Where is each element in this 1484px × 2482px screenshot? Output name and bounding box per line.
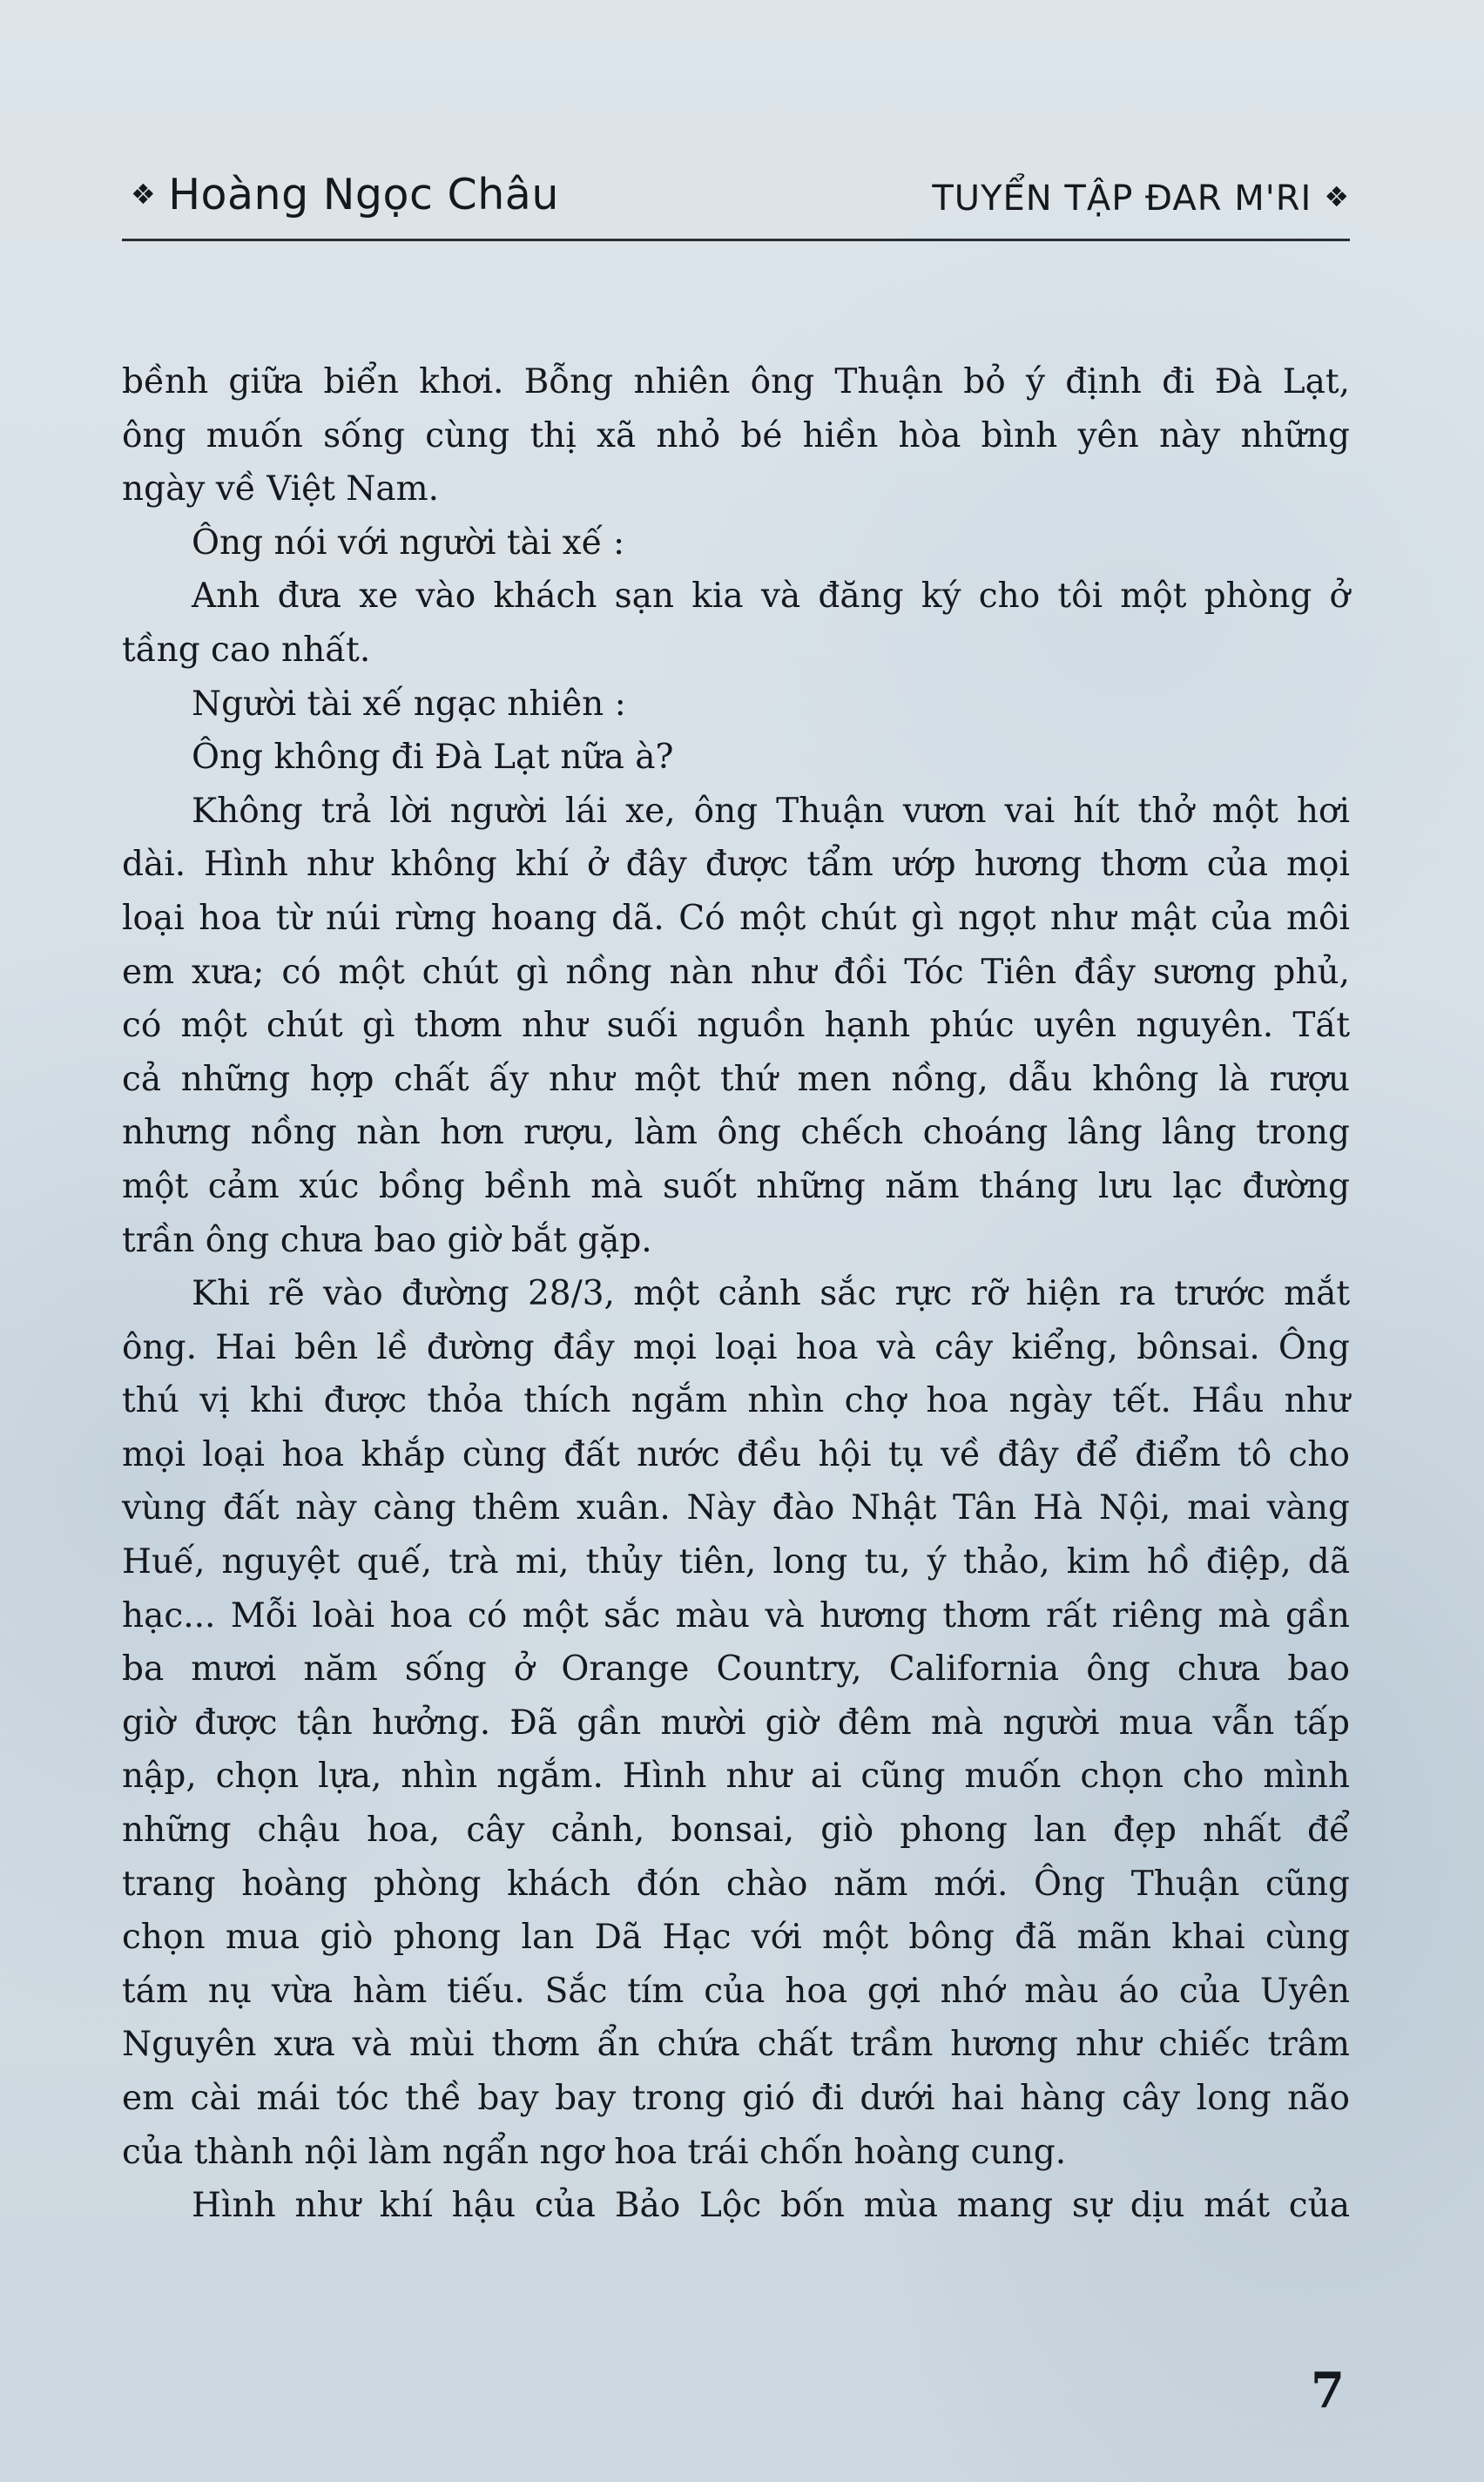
text-line: ông. Hai bên lề đường đầy mọi loại hoa và cây kiểng, bônsai. Ông xyxy=(122,1327,1350,1367)
text-line: Không trả lời người lái xe, ông Thuận vươn vai hít thở một hơi xyxy=(192,791,1350,831)
text-line: mọi loại hoa khắp cùng đất nước đều hội tụ về đây để điểm tô cho xyxy=(122,1434,1350,1474)
text-line: Ông nói với người tài xế : xyxy=(192,523,625,563)
text-line: Hình như khí hậu của Bảo Lộc bốn mùa mang sự dịu mát của xyxy=(192,2186,1350,2226)
header-author xyxy=(131,170,559,219)
diamond-ornament-icon: ❖ xyxy=(131,177,157,211)
text-line: một cảm xúc bồng bềnh mà suốt những năm tháng lưu lạc đường xyxy=(122,1166,1350,1206)
running-header xyxy=(122,170,1350,231)
text-line: của thành nội làm ngẩn ngơ hoa trái chốn hoàng cung. xyxy=(122,2132,1067,2172)
body-text xyxy=(122,355,1350,2233)
header-book-title xyxy=(932,179,1350,219)
text-line: chọn mua giò phong lan Dã Hạc với một bông đã mãn khai cùng xyxy=(122,1918,1350,1958)
text-line: tám nụ vừa hàm tiếu. Sắc tím của hoa gợi nhớ màu áo của Uyên xyxy=(122,1971,1350,2011)
text-line: ngày về Việt Nam. xyxy=(122,469,440,509)
text-line: ba mươi năm sống ở Orange Country, California ông chưa bao xyxy=(122,1649,1350,1690)
text-line: Ông không đi Đà Lạt nữa à? xyxy=(192,738,674,778)
text-line: có một chút gì thơm như suối nguồn hạnh phúc uyên nguyên. Tất xyxy=(122,1006,1350,1046)
text-line: dài. Hình như không khí ở đây được tẩm ướp hương thơm của mọi xyxy=(122,845,1350,885)
header-rule xyxy=(122,239,1350,241)
text-line: hạc... Mỗi loài hoa có một sắc màu và hương thơm rất riêng mà gần xyxy=(122,1595,1350,1636)
text-line: tầng cao nhất. xyxy=(122,630,371,670)
text-line: Huế, nguyệt quế, trà mi, thủy tiên, long tu, ý thảo, kim hồ điệp, dã xyxy=(122,1542,1350,1582)
text-line: Anh đưa xe vào khách sạn kia và đăng ký cho tôi một phòng ở xyxy=(192,577,1350,617)
page-number: 7 xyxy=(1311,2362,1345,2419)
text-line: bềnh giữa biển khơi. Bỗng nhiên ông Thuận bỏ ý định đi Đà Lạt, xyxy=(122,362,1350,401)
text-line: cả những hợp chất ấy như một thứ men nồng, dẫu không là rượu xyxy=(122,1059,1350,1099)
text-line: những chậu hoa, cây cảnh, bonsai, giò phong lan đẹp nhất để xyxy=(122,1811,1350,1851)
text-line: nập, chọn lựa, nhìn ngắm. Hình như ai cũng muốn chọn cho mình xyxy=(122,1757,1350,1797)
text-line: nhưng nồng nàn hơn rượu, làm ông chếch choáng lâng lâng trong xyxy=(122,1113,1350,1153)
text-line: Nguyên xưa và mùi thơm ẩn chứa chất trầm hương như chiếc trâm xyxy=(122,2025,1350,2065)
text-line: Khi rẽ vào đường 28/3, một cảnh sắc rực rỡ hiện ra trước mắt xyxy=(192,1274,1350,1314)
book-title: TUYỂN TẬP ĐAR M'RI xyxy=(932,179,1312,219)
text-line: ông muốn sống cùng thị xã nhỏ bé hiền hòa bình yên này những xyxy=(122,415,1350,455)
text-line: giờ được tận hưởng. Đã gần mười giờ đêm mà người mua vẫn tấp xyxy=(122,1703,1350,1743)
text-line: trang hoàng phòng khách đón chào năm mới. Ông Thuận cũng xyxy=(122,1864,1350,1904)
text-line: em cài mái tóc thề bay bay trong gió đi dưới hai hàng cây long não xyxy=(122,2079,1350,2118)
text-line: trần ông chưa bao giờ bắt gặp. xyxy=(122,1220,652,1260)
text-line: thú vị khi được thỏa thích ngắm nhìn chợ hoa ngày tết. Hầu như xyxy=(122,1381,1350,1421)
text-line: Người tài xế ngạc nhiên : xyxy=(192,684,626,724)
text-line: em xưa; có một chút gì nồng nàn như đồi Tóc Tiên đầy sương phủ, xyxy=(122,952,1350,992)
text-line: vùng đất này càng thêm xuân. Này đào Nhật Tân Hà Nội, mai vàng xyxy=(122,1488,1350,1528)
text-line: loại hoa từ núi rừng hoang dã. Có một chút gì ngọt như mật của môi xyxy=(122,898,1350,938)
author-name: Hoàng Ngọc Châu xyxy=(168,170,559,219)
diamond-ornament-icon: ❖ xyxy=(1324,180,1350,213)
